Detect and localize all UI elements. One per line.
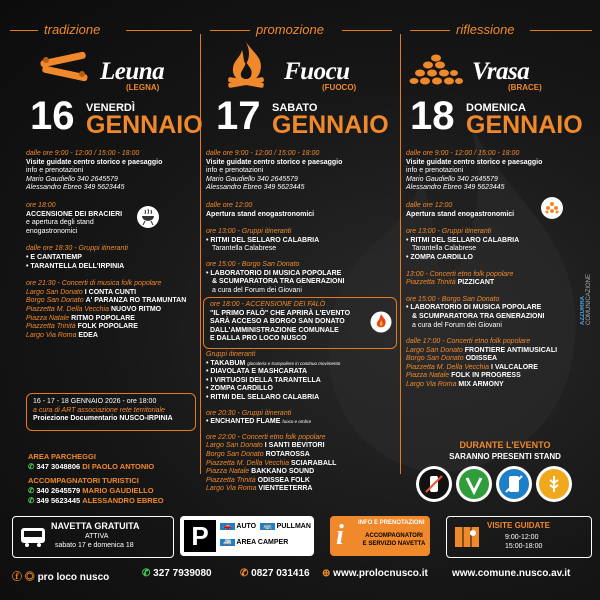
schedule-day2-evening: Gruppi itineranti • TAKABUM giocoleria e trampoliere in continuo movimento • DIAVOLATA E MASHCARATA • I VIRTUOSI DELLA TARANTELLA • ZOMPA CARDILLO • RITMI DEL SELLARO CALABRIA ore 20:30 - Gruppi itineranti • ENCHANTED FLAME fuoco e ombre ore 22:00 - Concerti etno folk popolare Largo San Donato I SANTI BEVITORI Borgo San Donato ROTAROSSA Piazzetta M. Della Vecchia SCIARABALL Piazza Natale BAKKANO SOUND Piazzetta Trinità ODISSEA FOLK Largo Via Roma VIENTEETERRA [206,351,341,493]
visit-line2: 15:00-18:00 [505,543,543,550]
tag-promozione: promozione [256,22,324,37]
website-link-1[interactable]: ⊕ www.prolocnusco.it [322,568,428,579]
vegan-badge [456,466,492,502]
shuttle-line2: sabato 17 e domenica 18 [55,542,134,549]
day-number: 17 [216,94,261,138]
during-subtitle: SARANNO PRESENTI STAND [449,452,561,461]
info-line2: E SERVIZIO NAVETTA [362,541,426,547]
plastic-free-badge [416,466,452,502]
parking-auto: 🚗 AUTO [220,522,256,530]
map-icon [453,523,481,551]
gluten-free-icon [536,466,572,502]
tag-line [530,30,592,31]
parking-button[interactable] [180,516,314,556]
day-title: Fuocu [284,58,350,85]
tag-line [126,30,192,31]
schedule-day3: dalle ore 9:00 - 12:00 / 15:00 - 18:00 Visite guidate centro storico e paesaggio info e prenotazioni Mario Gaudiello 340 2645579 Alessandro Ebreo 349 5623445 dalle ore 12:00 Apertura stand enogastronomici ore 13:00 - Gruppi itineranti • RITMI DEL SELLARO CALABRIA Tarantella Calabrese • ZOMPA CARDILLO 13:00 - Concerti etno folk popolare Piazzetta Trinità PIZZICANT ore 15:00 - Borgo San Donato • LABORATORIO DI MUSICA POPOLARE & SCUMPARATORA TRA GENERAZIONI a cura del Forum dei Giovani dalle 17:00 - Concerti etno folk popolare Largo San Donato FRONTIERE ANTIMUSICALI Borgo San Donato ODISSEA Piazzetta M. Della Vecchia I VALCALORE Piazza Natale FOLK IN PROGRESS Largo Via Roma MIX ARMONY [406,150,558,389]
column-divider [200,34,201,474]
schedule-day2: dalle ore 9:00 - 12:00 / 15:00 - 18:00 Visite guidate centro storico e paesaggio info e prenotazioni Mario Gaudiello 340 2645579 Alessandro Ebreo 349 5623445 dalle ore 12:00 Apertura stand enogastronomici ore 13:00 - Gruppi itineranti • RITMI DEL SELLARO CALABRIA Tarantella Calabrese ore 15:00 - Borgo San Donato • LABORATORIO DI MUSICA POPOLARE & SCUMPARATORA TRA GENERAZIONI a cura del Forum dei Giovani [206,150,345,294]
phone-link-1[interactable]: ✆ 327 7939080 [142,568,212,579]
month: GENNAIO [86,111,203,139]
day-subtitle: (LEGNA) [126,83,160,92]
month: GENNAIO [272,111,389,139]
wood-logs-icon [36,46,92,88]
tag-line [410,30,450,31]
phone-link-2[interactable]: ✆ 0827 031416 [240,568,310,579]
grill-icon [136,205,160,229]
day-number: 18 [410,94,455,138]
day-subtitle: (BRACE) [508,83,542,92]
bonfire-icon [370,311,392,333]
website-link-2[interactable]: www.comune.nusco.av.it [452,568,571,579]
fire-icon [220,40,272,90]
lactose-free-icon [496,466,532,502]
sponsor-mark: AZZURRA COMUNICAZIONE [580,274,592,325]
day-number: 16 [30,94,75,138]
documentary-box: 16 - 17 - 18 GENNAIO 2026 - ore 18:00 a cura di ART associazione rete territoriale Proiezione Documentario NUSCO-IRPINIA [26,393,196,431]
shuttle-button[interactable] [12,516,174,558]
visit-line1: 9:00-12:00 [505,534,539,541]
embers-icon [408,52,464,88]
info-icon: i [336,520,344,551]
embers-badge-icon [540,196,564,220]
tag-line [10,30,38,31]
social-link[interactable]: ⓕ ◎ pro loco nusco [12,572,110,583]
month: GENNAIO [466,111,583,139]
shuttle-title: NAVETTA GRATUITA [51,521,140,531]
parking-pullman: 🚌 PULLMAN [260,522,311,530]
parking-guides-info: AREA PARCHEGGI ✆ 347 3048806 DI PAOLO ANTONIO ACCOMPAGNATORI TURISTICI ✆ 340 2645579 MARIO GAUDIELLO ✆ 349 5623445 ALESSANDRO EBREO [28,452,228,506]
schedule-day1: dalle ore 9:00 - 12:00 / 15:00 - 18:00 Visite guidate centro storico e paesaggio info e prenotazioni Mario Gaudiello 340 2645579 Alessandro Ebreo 349 5623445 ore 18:00 ACCENSIONE DEI BRACIERI e apertura degli stand enogastronomici dalle ore 18:30 - Gruppi itineranti • E CANTATIEMP • TARANTELLA DELL'IRPINIA ore 21:30 - Concerti di musica folk popolare Largo San Donato I CONTA CUNTI Borgo San Donato A' PARANZA RO TRAMUNTAN Piazzetta M. Della Vecchia NUOVO RITMO Piazza Natale RITMO POPOLARE Piazzetta Trinità FOLK POPOLARE Largo Via Roma EDEA [26,150,187,339]
tag-line [342,30,392,31]
bonfire-highlight-box: ore 18:00 - ACCENSIONE DEI FALÒ "IL PRIMO FALÒ" CHE APRIRÀ L'EVENTO SARÀ ACCESO A BORGO SAN DONATO DALL'AMMINISTRAZIONE COMUNALE E DALLA PRO LOCO NUSCO [203,297,397,349]
info-title: INFO E PRENOTAZIONI [358,520,425,526]
parking-camper: 🚐 AREA CAMPER [220,538,288,546]
plastic-free-icon [416,466,452,502]
day-title: Vrasa [472,58,530,85]
visit-title: VISITE GUIDATE [487,521,550,530]
tag-tradizione: tradizione [44,22,101,37]
lactose-free-badge [496,466,532,502]
vegan-icon [456,466,492,502]
guided-visits-button[interactable] [446,516,592,558]
parking-contact[interactable]: ✆ 347 3048806 DI PAOLO ANTONIO [28,462,155,471]
tag-riflessione: riflessione [456,22,515,37]
info-button[interactable] [330,516,430,556]
shuttle-line1: ATTIVA [85,533,109,540]
parking-p-icon: P [184,520,216,552]
guide2-contact[interactable]: ✆ 349 5623445 ALESSANDRO EBREO [28,496,164,505]
during-title: DURANTE L'EVENTO [459,440,551,450]
guide1-contact[interactable]: ✆ 340 2645579 MARIO GAUDIELLO [28,486,154,495]
bus-icon [19,526,47,548]
column-divider [400,34,401,474]
day-name: VENERDÌ [86,102,135,114]
day-title: Leuna [100,58,165,85]
gluten-free-badge [536,466,572,502]
tag-line [210,30,250,31]
day-name: DOMENICA [466,102,526,114]
info-line1: ACCOMPAGNATORI [365,533,423,539]
day-subtitle: (FUOCO) [322,83,357,92]
day-name: SABATO [272,102,318,114]
